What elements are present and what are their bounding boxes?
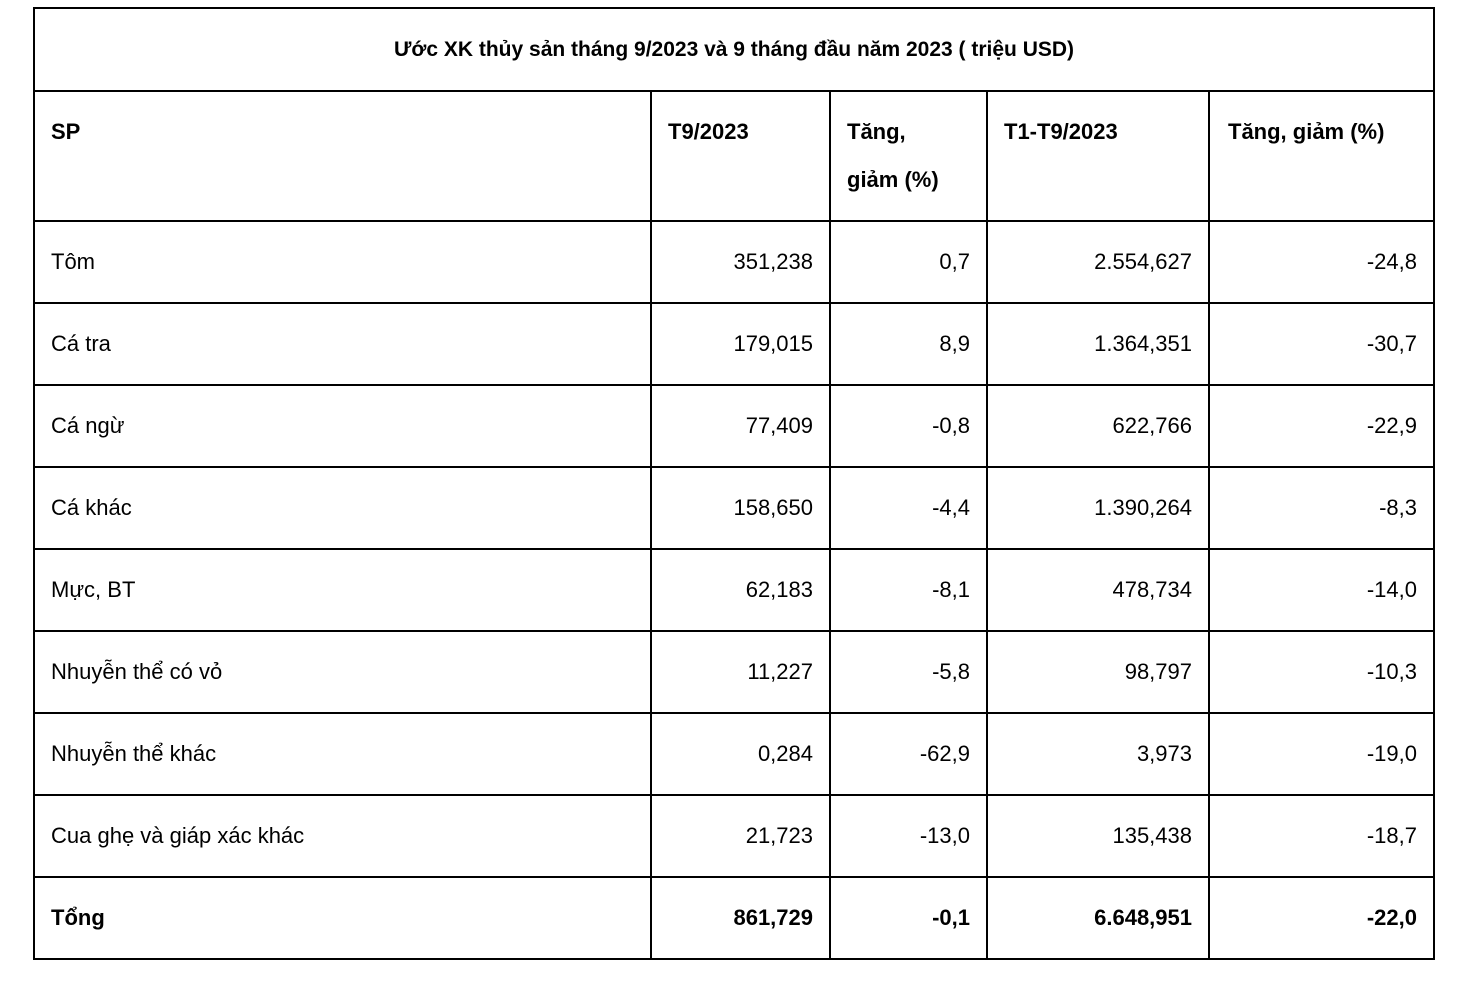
- ytd-value-cell: 1.364,351: [987, 303, 1209, 385]
- header-t9: T9/2023: [651, 91, 830, 221]
- table-row: [34, 385, 1434, 467]
- product-cell: Cua ghẹ và giáp xác khác: [34, 795, 651, 877]
- ytd-value-cell: 98,797: [987, 631, 1209, 713]
- t9-change-cell: -62,9: [830, 713, 987, 795]
- product-cell: Tôm: [34, 221, 651, 303]
- ytd-change-cell: -30,7: [1209, 303, 1434, 385]
- total-ytd-value-cell: 6.648,951: [987, 877, 1209, 959]
- ytd-change-cell: -14,0: [1209, 549, 1434, 631]
- t9-value-cell: 0,284: [651, 713, 830, 795]
- ytd-change-cell: -22,9: [1209, 385, 1434, 467]
- table-row: [34, 221, 1434, 303]
- t9-change-cell: -0,8: [830, 385, 987, 467]
- ytd-value-cell: 2.554,627: [987, 221, 1209, 303]
- header-change-t9-line1: Tăng,: [847, 119, 906, 144]
- product-cell: Mực, BT: [34, 549, 651, 631]
- product-cell: Cá khác: [34, 467, 651, 549]
- t9-change-cell: -13,0: [830, 795, 987, 877]
- total-t9-change-cell: -0,1: [830, 877, 987, 959]
- t9-change-cell: 8,9: [830, 303, 987, 385]
- seafood-export-table: [33, 7, 1435, 960]
- table-row: [34, 631, 1434, 713]
- table-header-row: [34, 91, 1434, 221]
- t9-change-cell: -4,4: [830, 467, 987, 549]
- t9-value-cell: 179,015: [651, 303, 830, 385]
- table-row: [34, 713, 1434, 795]
- header-change-ytd: Tăng, giảm (%): [1209, 91, 1434, 221]
- product-cell: Nhuyễn thể có vỏ: [34, 631, 651, 713]
- table-row: [34, 467, 1434, 549]
- header-change-t9: [830, 91, 987, 221]
- total-label-cell: Tổng: [34, 877, 651, 959]
- t9-change-cell: 0,7: [830, 221, 987, 303]
- ytd-value-cell: 3,973: [987, 713, 1209, 795]
- product-cell: Cá ngừ: [34, 385, 651, 467]
- t9-change-cell: -8,1: [830, 549, 987, 631]
- ytd-change-cell: -18,7: [1209, 795, 1434, 877]
- total-t9-value-cell: 861,729: [651, 877, 830, 959]
- total-row: [34, 877, 1434, 959]
- t9-value-cell: 62,183: [651, 549, 830, 631]
- header-change-t9-line2: giảm (%): [847, 167, 939, 192]
- t9-value-cell: 21,723: [651, 795, 830, 877]
- product-cell: Nhuyễn thể khác: [34, 713, 651, 795]
- ytd-value-cell: 622,766: [987, 385, 1209, 467]
- header-t1-t9: T1-T9/2023: [987, 91, 1209, 221]
- ytd-change-cell: -24,8: [1209, 221, 1434, 303]
- ytd-change-cell: -10,3: [1209, 631, 1434, 713]
- t9-value-cell: 11,227: [651, 631, 830, 713]
- ytd-value-cell: 478,734: [987, 549, 1209, 631]
- header-sp: SP: [34, 91, 651, 221]
- table-row: [34, 549, 1434, 631]
- t9-change-cell: -5,8: [830, 631, 987, 713]
- ytd-change-cell: -8,3: [1209, 467, 1434, 549]
- table-row: [34, 795, 1434, 877]
- table-title-row: [34, 8, 1434, 91]
- t9-value-cell: 351,238: [651, 221, 830, 303]
- t9-value-cell: 77,409: [651, 385, 830, 467]
- ytd-value-cell: 135,438: [987, 795, 1209, 877]
- ytd-value-cell: 1.390,264: [987, 467, 1209, 549]
- table-row: [34, 303, 1434, 385]
- ytd-change-cell: -19,0: [1209, 713, 1434, 795]
- product-cell: Cá tra: [34, 303, 651, 385]
- total-ytd-change-cell: -22,0: [1209, 877, 1434, 959]
- t9-value-cell: 158,650: [651, 467, 830, 549]
- table-title: Ước XK thủy sản tháng 9/2023 và 9 tháng đầu năm 2023 ( triệu USD): [34, 8, 1434, 91]
